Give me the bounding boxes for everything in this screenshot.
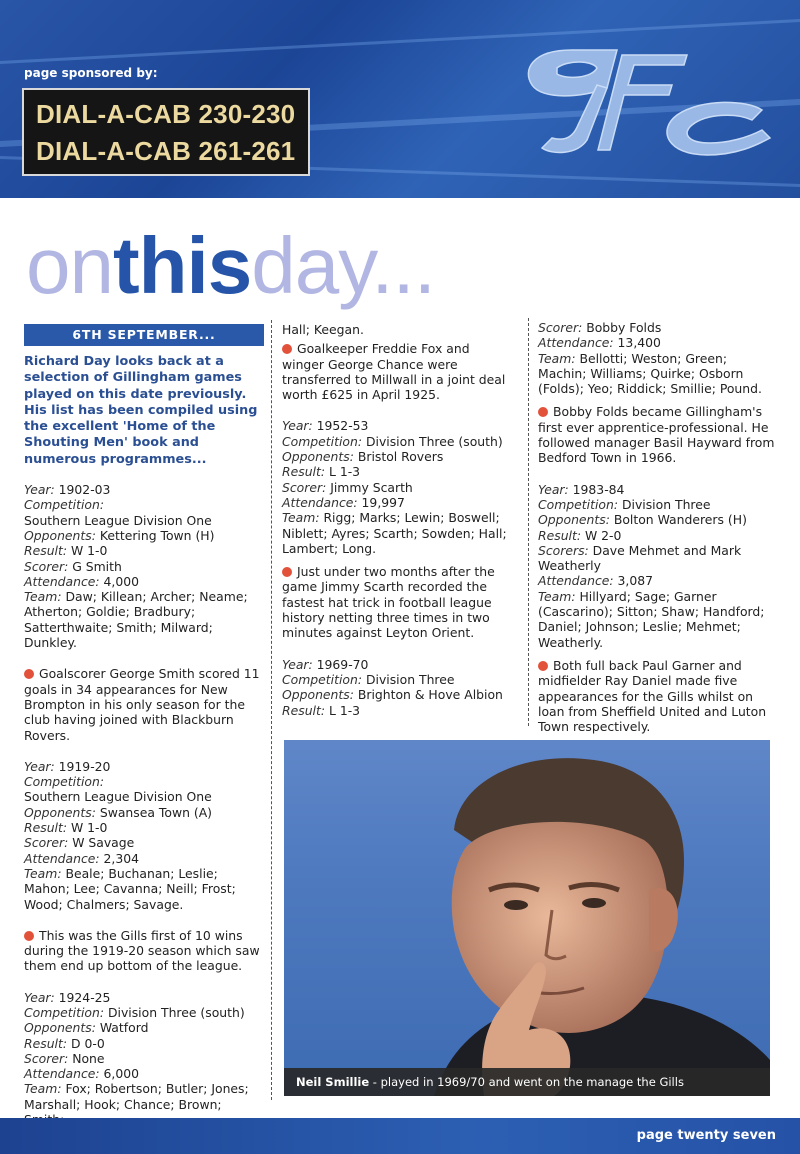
- attendance-value: 6,000: [103, 1066, 140, 1082]
- attendance-value: 13,400: [617, 335, 661, 351]
- year-label: Year:: [24, 482, 55, 498]
- fact-paragraph: [282, 564, 514, 640]
- column-divider: [528, 318, 529, 726]
- match-record-continued: [538, 320, 778, 396]
- team-value: Rigg; Marks; Lewin; Boswell; Niblett; Ayres; Scarth; Sowden; Hall; Lambert; Long.: [282, 510, 507, 556]
- match-record: [538, 482, 778, 650]
- attendance-label: Attendance:: [282, 494, 358, 510]
- scorer-value: None: [72, 1050, 105, 1066]
- team-value: Hillyard; Sage; Garner (Cascarino); Sitton; Shaw; Handford; Daniel; Johnson; Leslie; Mehmet; Weatherly.: [538, 588, 765, 650]
- attendance-value: 2,304: [103, 850, 140, 866]
- opponents-label: Opponents:: [24, 1020, 96, 1036]
- attendance-value: 4,000: [103, 573, 140, 589]
- competition-value: Southern League Division One: [24, 789, 212, 805]
- fact-paragraph: [24, 928, 264, 974]
- result-label: Result:: [538, 527, 582, 543]
- opponents-label: Opponents:: [24, 804, 96, 820]
- scorer-label: Scorer:: [282, 479, 327, 495]
- fact-text: Both full back Paul Garner and midfielder Ray Daniel made five appearances for the Gills whilst on loan from Sheffield United and Luton Town respectively.: [538, 657, 767, 735]
- team-label: Team:: [538, 588, 576, 604]
- bullet-icon: [538, 407, 548, 417]
- match-record: [282, 418, 514, 556]
- date-heading: 6TH SEPTEMBER...: [24, 324, 264, 346]
- year-value: 1919-20: [58, 758, 111, 774]
- team-label: Team:: [282, 510, 320, 526]
- competition-label: Competition:: [24, 1004, 105, 1020]
- opponents-label: Opponents:: [538, 512, 610, 528]
- fact-text: This was the Gills first of 10 wins during the 1919-20 season which saw them end up bottom of the league.: [24, 927, 260, 974]
- fact-paragraph: [538, 404, 778, 465]
- year-value: 1902-03: [58, 482, 111, 498]
- match-record: [282, 657, 514, 718]
- attendance-value: 3,087: [617, 573, 654, 589]
- attendance-label: Attendance:: [24, 850, 100, 866]
- scorer-label: Scorer:: [24, 1050, 69, 1066]
- year-label: Year:: [24, 989, 55, 1005]
- scorer-value: G Smith: [72, 558, 122, 574]
- title-part-on: on: [26, 221, 113, 310]
- team-value: Beale; Buchanan; Leslie; Mahon; Lee; Cavanna; Neill; Frost; Wood; Chalmers; Savage.: [24, 865, 236, 912]
- scorer-label: Scorer:: [538, 320, 583, 335]
- competition-value: Division Three (south): [365, 433, 503, 449]
- gfc-logo-icon: [512, 30, 782, 170]
- bullet-icon: [538, 661, 548, 671]
- fact-paragraph: [538, 658, 778, 734]
- result-value: W 1-0: [70, 820, 108, 836]
- team-value: Bellotti; Weston; Green; Machin; Williams; Quirke; Osborn (Folds); Yeo; Riddick; Smillie; Pound.: [538, 350, 762, 397]
- column-1: [24, 324, 264, 1143]
- year-value: 1924-25: [58, 989, 111, 1005]
- sponsor-label: page sponsored by:: [24, 66, 158, 80]
- sponsor-box: [22, 88, 310, 176]
- opponents-value: Kettering Town (H): [99, 527, 215, 543]
- photo-caption: [284, 1068, 770, 1096]
- team-label: Team:: [538, 350, 576, 366]
- match-record: [24, 759, 264, 912]
- caption-text: - played in 1969/70 and went on the manage the Gills: [369, 1075, 684, 1089]
- attendance-label: Attendance:: [24, 573, 100, 589]
- result-label: Result:: [24, 820, 68, 836]
- column-3: [538, 320, 778, 750]
- attendance-label: Attendance:: [538, 335, 614, 351]
- match-record: [24, 990, 264, 1128]
- intro-text: Richard Day looks back at a selection of Gillingham games played on this date previously. His list has been compiled using the excellent 'Home of the Shouting Men' book and numerous programmes...: [24, 354, 258, 467]
- fact-paragraph: [24, 666, 264, 742]
- competition-value: Division Three: [365, 671, 455, 687]
- opponents-value: Bolton Wanderers (H): [613, 512, 747, 528]
- year-value: 1969-70: [316, 656, 369, 672]
- scorer-value: W Savage: [72, 835, 135, 851]
- fact-text: Bobby Folds became Gillingham's first ever apprentice-professional. He followed manager Basil Hayward from Bedford Town in 1966.: [538, 404, 775, 466]
- competition-value: Division Three: [621, 496, 711, 512]
- scorers-value: Dave Mehmet and Mark Weatherly: [538, 542, 742, 574]
- result-label: Result:: [282, 464, 326, 480]
- team-label: Team:: [24, 865, 62, 881]
- team-label: Team:: [24, 1081, 62, 1097]
- sponsor-line-1: DIAL-A-CAB 230-230: [36, 99, 296, 129]
- competition-value: Division Three (south): [107, 1004, 245, 1020]
- bullet-icon: [24, 931, 34, 941]
- competition-label: Competition:: [24, 497, 105, 513]
- scorer-label: Scorer:: [24, 558, 69, 574]
- opponents-value: Watford: [99, 1020, 149, 1036]
- header-banner: [0, 0, 800, 198]
- opponents-label: Opponents:: [282, 449, 354, 465]
- year-label: Year:: [282, 656, 313, 672]
- team-label: Team:: [24, 589, 62, 605]
- year-label: Year:: [282, 418, 313, 434]
- result-value: W 2-0: [584, 527, 622, 543]
- year-value: 1952-53: [316, 418, 369, 434]
- team-value: Fox; Robertson; Butler; Jones; Marshall; Hook; Chance; Brown;: [24, 1081, 249, 1112]
- attendance-label: Attendance:: [538, 573, 614, 589]
- team-continuation: Hall; Keegan.: [282, 322, 364, 337]
- scorer-value: Bobby Folds: [586, 320, 662, 335]
- result-value: W 1-0: [70, 543, 108, 559]
- fact-text: Goalscorer George Smith scored 11 goals in 34 appearances for New Brompton in his only season for the club having joined with Blackburn Rovers.: [24, 666, 260, 743]
- bullet-icon: [282, 567, 292, 577]
- competition-label: Competition:: [24, 774, 105, 790]
- attendance-value: 19,997: [361, 494, 405, 510]
- player-photo: [284, 740, 770, 1096]
- sponsor-line-2: DIAL-A-CAB 261-261: [36, 136, 296, 166]
- footer-bar: [0, 1118, 800, 1154]
- portrait-illustration: [284, 740, 770, 1096]
- result-label: Result:: [24, 543, 68, 559]
- fact-text: Goalkeeper Freddie Fox and winger George Chance were transferred to Millwall in a joint deal worth £625 in April 1925.: [282, 341, 506, 403]
- opponents-value: Brighton & Hove Albion: [357, 687, 503, 703]
- page-number: page twenty seven: [636, 1128, 776, 1143]
- year-label: Year:: [538, 481, 569, 497]
- competition-label: Competition:: [282, 671, 363, 687]
- team-value: Daw; Killean; Archer; Neame; Atherton; Goldie; Bradbury; Satterthwaite; Smith; Milward; Dunkley.: [24, 589, 248, 651]
- fact-paragraph: [282, 341, 514, 402]
- competition-value: Southern League Division One: [24, 512, 212, 528]
- scorer-label: Scorer:: [24, 835, 69, 851]
- title-part-this: this: [112, 221, 252, 310]
- caption-name: Neil Smillie: [296, 1075, 370, 1089]
- bullet-icon: [282, 344, 292, 354]
- result-label: Result:: [282, 702, 326, 718]
- opponents-value: Swansea Town (A): [99, 804, 213, 820]
- year-label: Year:: [24, 758, 55, 774]
- competition-label: Competition:: [282, 433, 363, 449]
- result-value: L 1-3: [328, 702, 361, 718]
- match-record: [24, 482, 264, 650]
- bullet-icon: [24, 669, 34, 679]
- result-value: L 1-3: [328, 464, 361, 480]
- title-part-day: day...: [251, 221, 435, 310]
- opponents-label: Opponents:: [282, 687, 354, 703]
- opponents-value: Bristol Rovers: [357, 449, 444, 465]
- column-divider: [271, 320, 272, 1100]
- fact-text: Just under two months after the game Jimmy Scarth recorded the fastest hat trick in football league history netting three times in two minutes against Leyton Orient.: [282, 564, 495, 641]
- scorer-value: Jimmy Scarth: [330, 479, 413, 495]
- result-value: D 0-0: [70, 1035, 105, 1051]
- opponents-label: Opponents:: [24, 527, 96, 543]
- page-title: [26, 216, 435, 316]
- competition-label: Competition:: [538, 496, 619, 512]
- year-value: 1983-84: [572, 481, 625, 497]
- result-label: Result:: [24, 1035, 68, 1051]
- scorers-label: Scorers:: [538, 542, 589, 558]
- attendance-label: Attendance:: [24, 1066, 100, 1082]
- column-2: [282, 322, 514, 734]
